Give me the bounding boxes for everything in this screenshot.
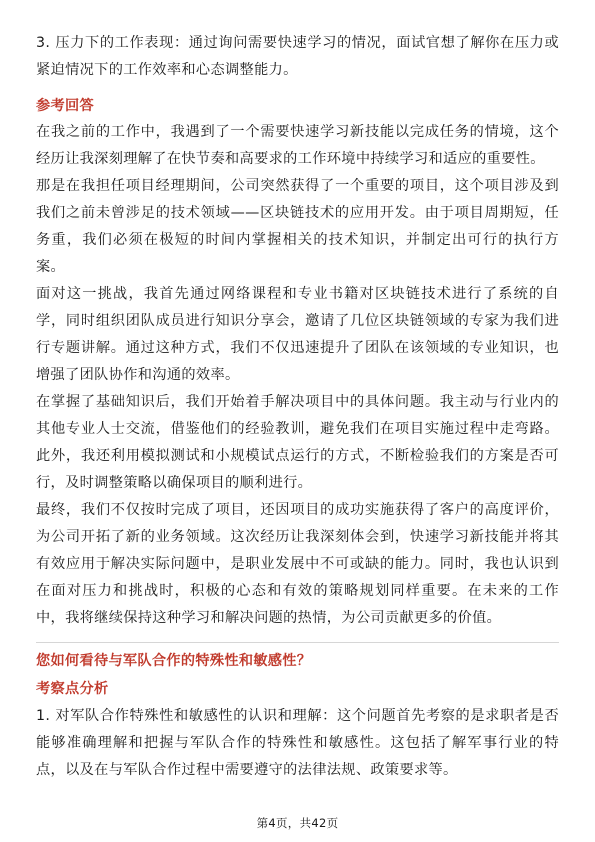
analysis-heading: 考察点分析 [36, 681, 109, 697]
analysis-point-1: 1. 对军队合作特殊性和敏感性的认识和理解：这个问题首先考察的是求职者是否能够准确理解和把握与军队合作的特殊性和敏感性。这包括了解军事行业的特点，以及在与军队合作过程中需要遵守的法律法规、政策要求等。 [36, 708, 559, 778]
intro-point: 3. 压力下的工作表现：通过询问需要快速学习的情况，面试官想了解你在压力或紧迫情况下的工作效率和心态调整能力。 [36, 35, 559, 78]
answer-paragraph-3: 面对这一挑战，我首先通过网络课程和专业书籍对区块链技术进行了系统的自学，同时组织团队成员进行知识分享会，邀请了几位区块链领域的专家为我们进行专题讲解。通过这种方式，我们不仅迅速提升了团队在该领域的专业知识，也增强了团队协作和沟通的效率。 [36, 286, 559, 383]
answer-paragraph-2: 那是在我担任项目经理期间，公司突然获得了一个重要的项目，这个项目涉及到我们之前未曾涉足的技术领域——区块链技术的应用开发。由于项目周期短，任务重，我们必须在极短的时间内掌握相关的技术知识，并制定出可行的执行方案。 [36, 178, 559, 275]
answer-paragraph-1: 在我之前的工作中，我遇到了一个需要快速学习新技能以完成任务的情境，这个经历让我深刻理解了在快节奏和高要求的工作环境中持续学习和适应的重要性。 [36, 124, 559, 167]
answer-paragraph-5: 最终，我们不仅按时完成了项目，还因项目的成功实施获得了客户的高度评价，为公司开拓了新的业务领域。这次经历让我深刻体会到，快速学习新技能并将其有效应用于解决实际问题中，是职业发展中不可或缺的能力。同时，我也认识到在面对压力和挑战时，积极的心态和有效的策略规划同样重要。在未来的工作中，我将继续保持这种学习和解决问题的热情，为公司贡献更多的价值。 [36, 502, 559, 626]
question-heading: 您如何看待与军队合作的特殊性和敏感性？ [36, 653, 312, 669]
section-divider [36, 642, 559, 643]
answer-paragraph-4: 在掌握了基础知识后，我们开始着手解决项目中的具体问题。我主动与行业内的其他专业人士交流，借鉴他们的经验教训，避免我们在项目实施过程中走弯路。此外，我还利用模拟测试和小规模试点运行的方式，不断检验我们的方案是否可行，及时调整策略以确保项目的顺利进行。 [36, 394, 559, 491]
page-number: 第4页，共42页 [256, 816, 339, 830]
answer-heading: 参考回答 [36, 98, 94, 114]
document-body [36, 30, 559, 784]
